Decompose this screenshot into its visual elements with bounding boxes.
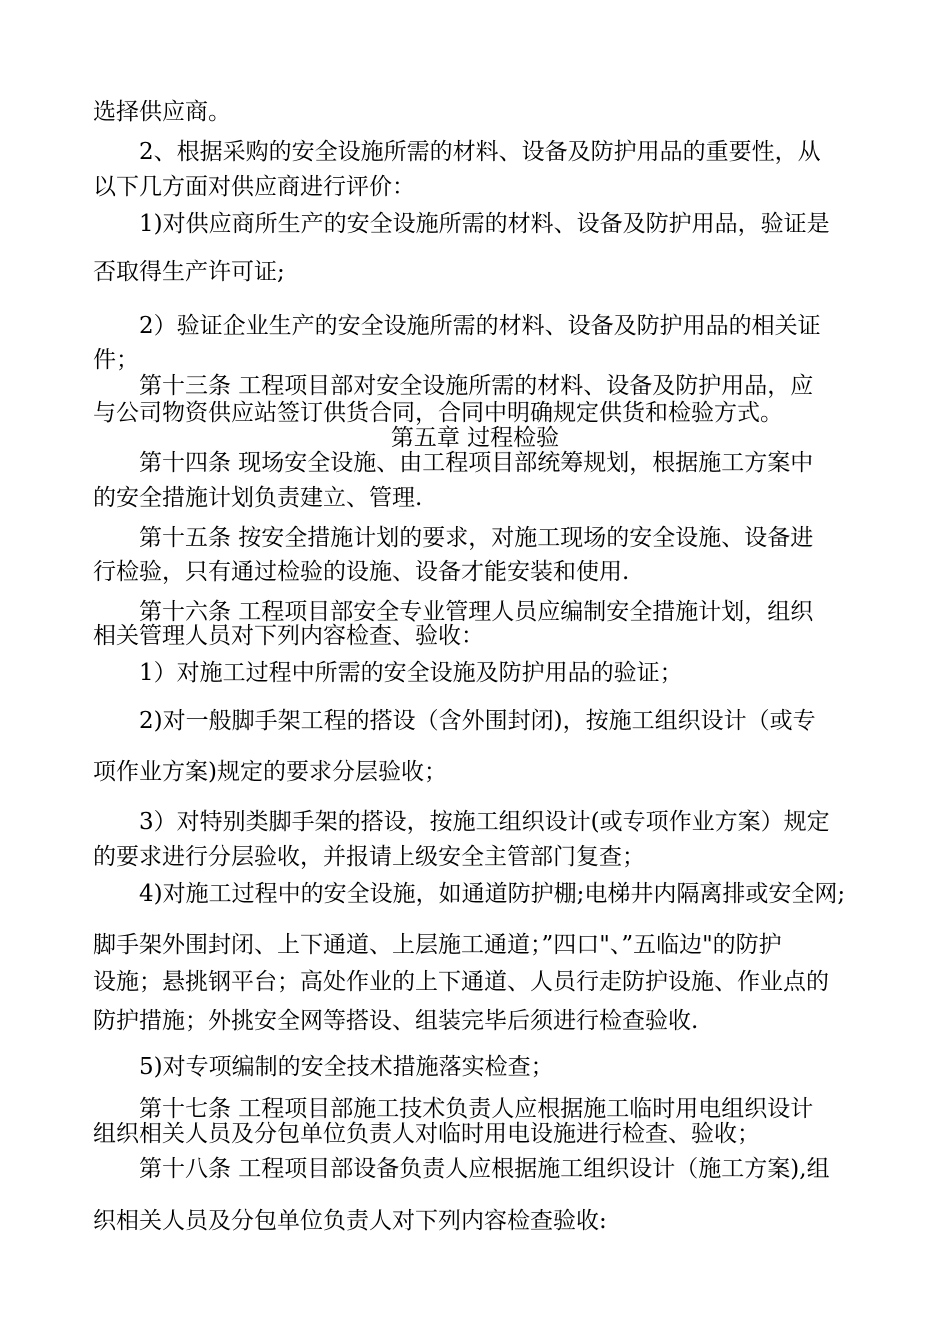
text-line: 第十八条 工程项目部设备负责人应根据施工组织设计（施工方案),组 — [139, 1156, 830, 1182]
text-line: 选择供应商。 — [93, 99, 231, 125]
text-line: 2）验证企业生产的安全设施所需的材料、设备及防护用品的相关证 — [139, 313, 821, 339]
text-line: 2、根据采购的安全设施所需的材料、设备及防护用品的重要性，从 — [139, 139, 821, 165]
text-line: 1)对供应商所生产的安全设施所需的材料、设备及防护用品，验证是 — [139, 211, 830, 237]
text-line: 组织相关人员及分包单位负责人对临时用电设施进行检查、验收； — [93, 1121, 760, 1147]
text-line: 相关管理人员对下列内容检查、验收： — [93, 623, 484, 649]
text-line: 与公司物资供应站签订供货合同，合同中明确规定供货和检验方式。 — [93, 400, 783, 426]
text-line: 2)对一般脚手架工程的搭设（含外围封闭)，按施工组织设计（或专 — [139, 708, 816, 734]
text-line: 第十六条 工程项目部安全专业管理人员应编制安全措施计划，组织 — [139, 599, 814, 625]
text-line: 第十七条 工程项目部施工技术负责人应根据施工临时用电组织设计 — [139, 1096, 814, 1122]
text-line: 的安全措施计划负责建立、管理. — [93, 485, 423, 511]
chapter-heading: 第五章 过程检验 — [390, 425, 560, 451]
text-line: 4)对施工过程中的安全设施，如通道防护棚;电梯井内隔离排或安全网; — [139, 881, 846, 907]
text-line: 否取得生产许可证; — [93, 259, 285, 285]
text-line: 第十五条 按安全措施计划的要求，对施工现场的安全设施、设备进 — [139, 525, 814, 551]
text-line: 5)对专项编制的安全技术措施落实检查； — [139, 1054, 554, 1080]
text-line: 的要求进行分层验收，并报请上级安全主管部门复查； — [93, 844, 645, 870]
text-line: 织相关人员及分包单位负责人对下列内容检查验收: — [93, 1208, 607, 1234]
text-line: 第十四条 现场安全设施、由工程项目部统筹规划，根据施工方案中 — [139, 450, 814, 476]
text-line: 第十三条 工程项目部对安全设施所需的材料、设备及防护用品，应 — [139, 373, 814, 399]
text-line: 件； — [93, 347, 139, 373]
text-line: 1）对施工过程中所需的安全设施及防护用品的验证； — [139, 660, 683, 686]
text-line: 3）对特别类脚手架的搭设，按施工组织设计(或专项作业方案）规定 — [139, 809, 830, 835]
text-line: 行检验，只有通过检验的设施、设备才能安装和使用. — [93, 559, 630, 585]
text-line: 项作业方案)规定的要求分层验收； — [93, 759, 447, 785]
text-line: 防护措施；外挑安全网等搭设、组装完毕后须进行检查验收. — [93, 1008, 699, 1034]
text-line: 以下几方面对供应商进行评价： — [93, 174, 415, 200]
text-line: 设施；悬挑钢平台；高处作业的上下通道、人员行走防护设施、作业点的 — [93, 969, 829, 995]
text-line: 脚手架外围封闭、上下通道、上层施工通道；”四口"、”五临边"的防护 — [93, 932, 782, 958]
